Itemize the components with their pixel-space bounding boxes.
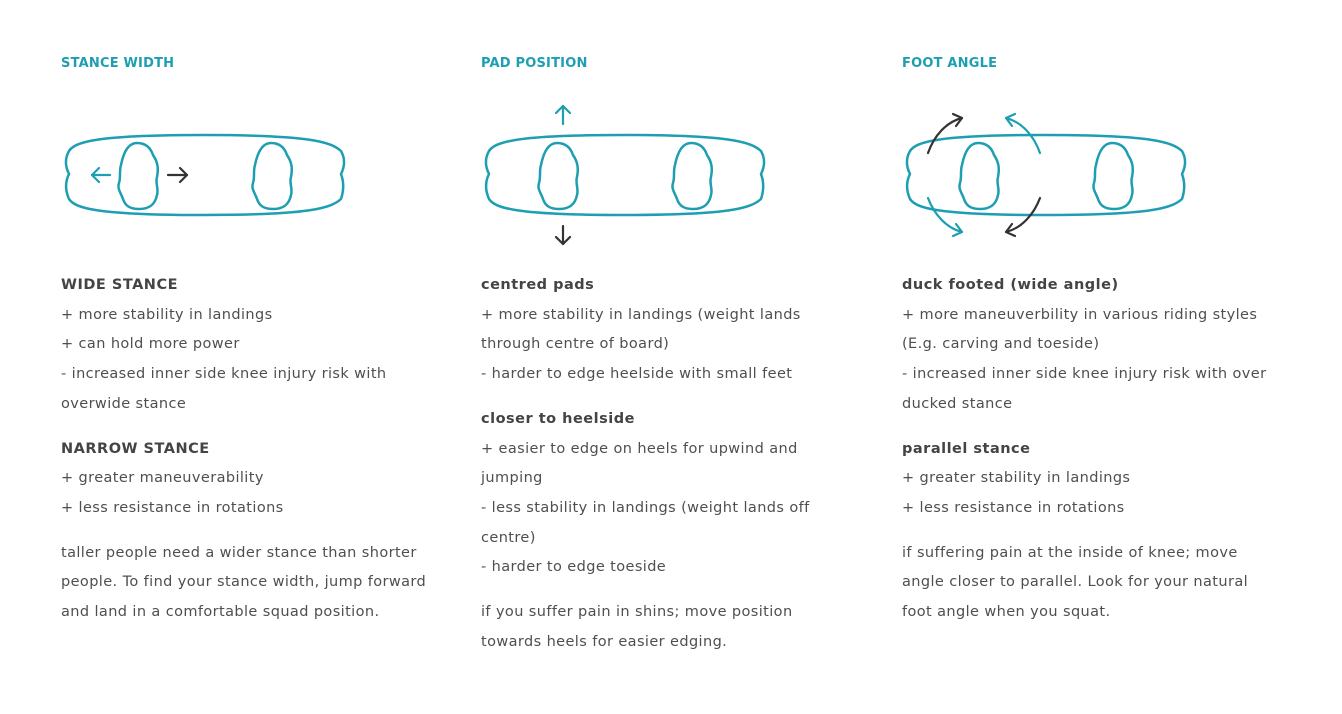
section-title: duck footed (wide angle) [902,277,1119,293]
note-line: if you suffer pain in shins; move position [481,604,793,621]
board-foot-angle-icon [896,100,1206,250]
rotate-clockwise-top-arrow-icon [928,114,962,153]
stance-width-text [61,271,461,628]
rotate-counterclockwise-bottom-arrow-icon [928,198,962,236]
section-title: NARROW STANCE [61,440,210,457]
board-outline [907,135,1185,215]
list-item: + greater stability in landings [902,470,1131,487]
list-item: + less resistance in rotations [61,499,284,516]
list-item: + more stability in landings [61,306,273,323]
note-line: people. To find your stance width, jump forward [61,574,427,591]
note-line: taller people need a wider stance than shorter [61,544,417,561]
arrow-right-icon [168,168,187,182]
rotate-clockwise-bottom-arrow-icon [1006,198,1040,236]
section-title: parallel stance [902,440,1031,457]
column-heading: STANCE WIDTH [61,56,175,71]
list-item: overwide stance [61,395,187,412]
note-line: angle closer to parallel. Look for your natural [902,574,1249,591]
pad-position-text [481,271,881,657]
front-pad [959,143,998,209]
column-heading: FOOT ANGLE [902,56,998,71]
list-item: - harder to edge toeside [481,559,667,576]
list-item: - less stability in landings (weight lands off [481,499,810,516]
note-line: towards heels for easier edging. [481,633,728,650]
list-item: (E.g. carving and toeside) [902,336,1100,353]
note-line: if suffering pain at the inside of knee; move [902,544,1238,561]
foot-angle-text [902,271,1302,628]
list-item: + more stability in landings (weight lands [481,306,801,323]
note-line: and land in a comfortable squad position. [61,604,380,621]
list-item: + can hold more power [61,336,240,353]
list-item: centre) [481,529,536,546]
board-stance-width-icon [55,100,365,250]
list-item: - increased inner side knee injury risk with over [902,366,1267,383]
section-title: WIDE STANCE [61,277,178,293]
rotate-counterclockwise-top-arrow-icon [1006,114,1040,153]
list-item: + more maneuverbility in various riding styles [902,306,1258,323]
list-item: - increased inner side knee injury risk with [61,366,387,383]
back-pad [672,143,711,209]
list-item: through centre of board) [481,336,670,353]
note-line: foot angle when you squat. [902,604,1111,621]
list-item: + greater maneuverability [61,470,264,487]
list-item: + easier to edge on heels for upwind and [481,440,798,457]
section-title: centred pads [481,277,595,293]
board-pad-position-icon [475,100,785,250]
list-item: jumping [481,470,543,487]
back-pad [252,143,291,209]
front-pad [118,143,157,209]
back-pad [1093,143,1132,209]
list-item: + less resistance in rotations [902,499,1125,516]
list-item: - harder to edge heelside with small feet [481,366,793,383]
board-outline [486,135,764,215]
column-heading: PAD POSITION [481,56,588,71]
arrow-down-icon [556,226,570,244]
arrow-up-icon [556,106,570,124]
front-pad [538,143,577,209]
list-item: ducked stance [902,395,1013,412]
section-title: closer to heelside [481,410,635,427]
arrow-left-icon [92,168,110,182]
